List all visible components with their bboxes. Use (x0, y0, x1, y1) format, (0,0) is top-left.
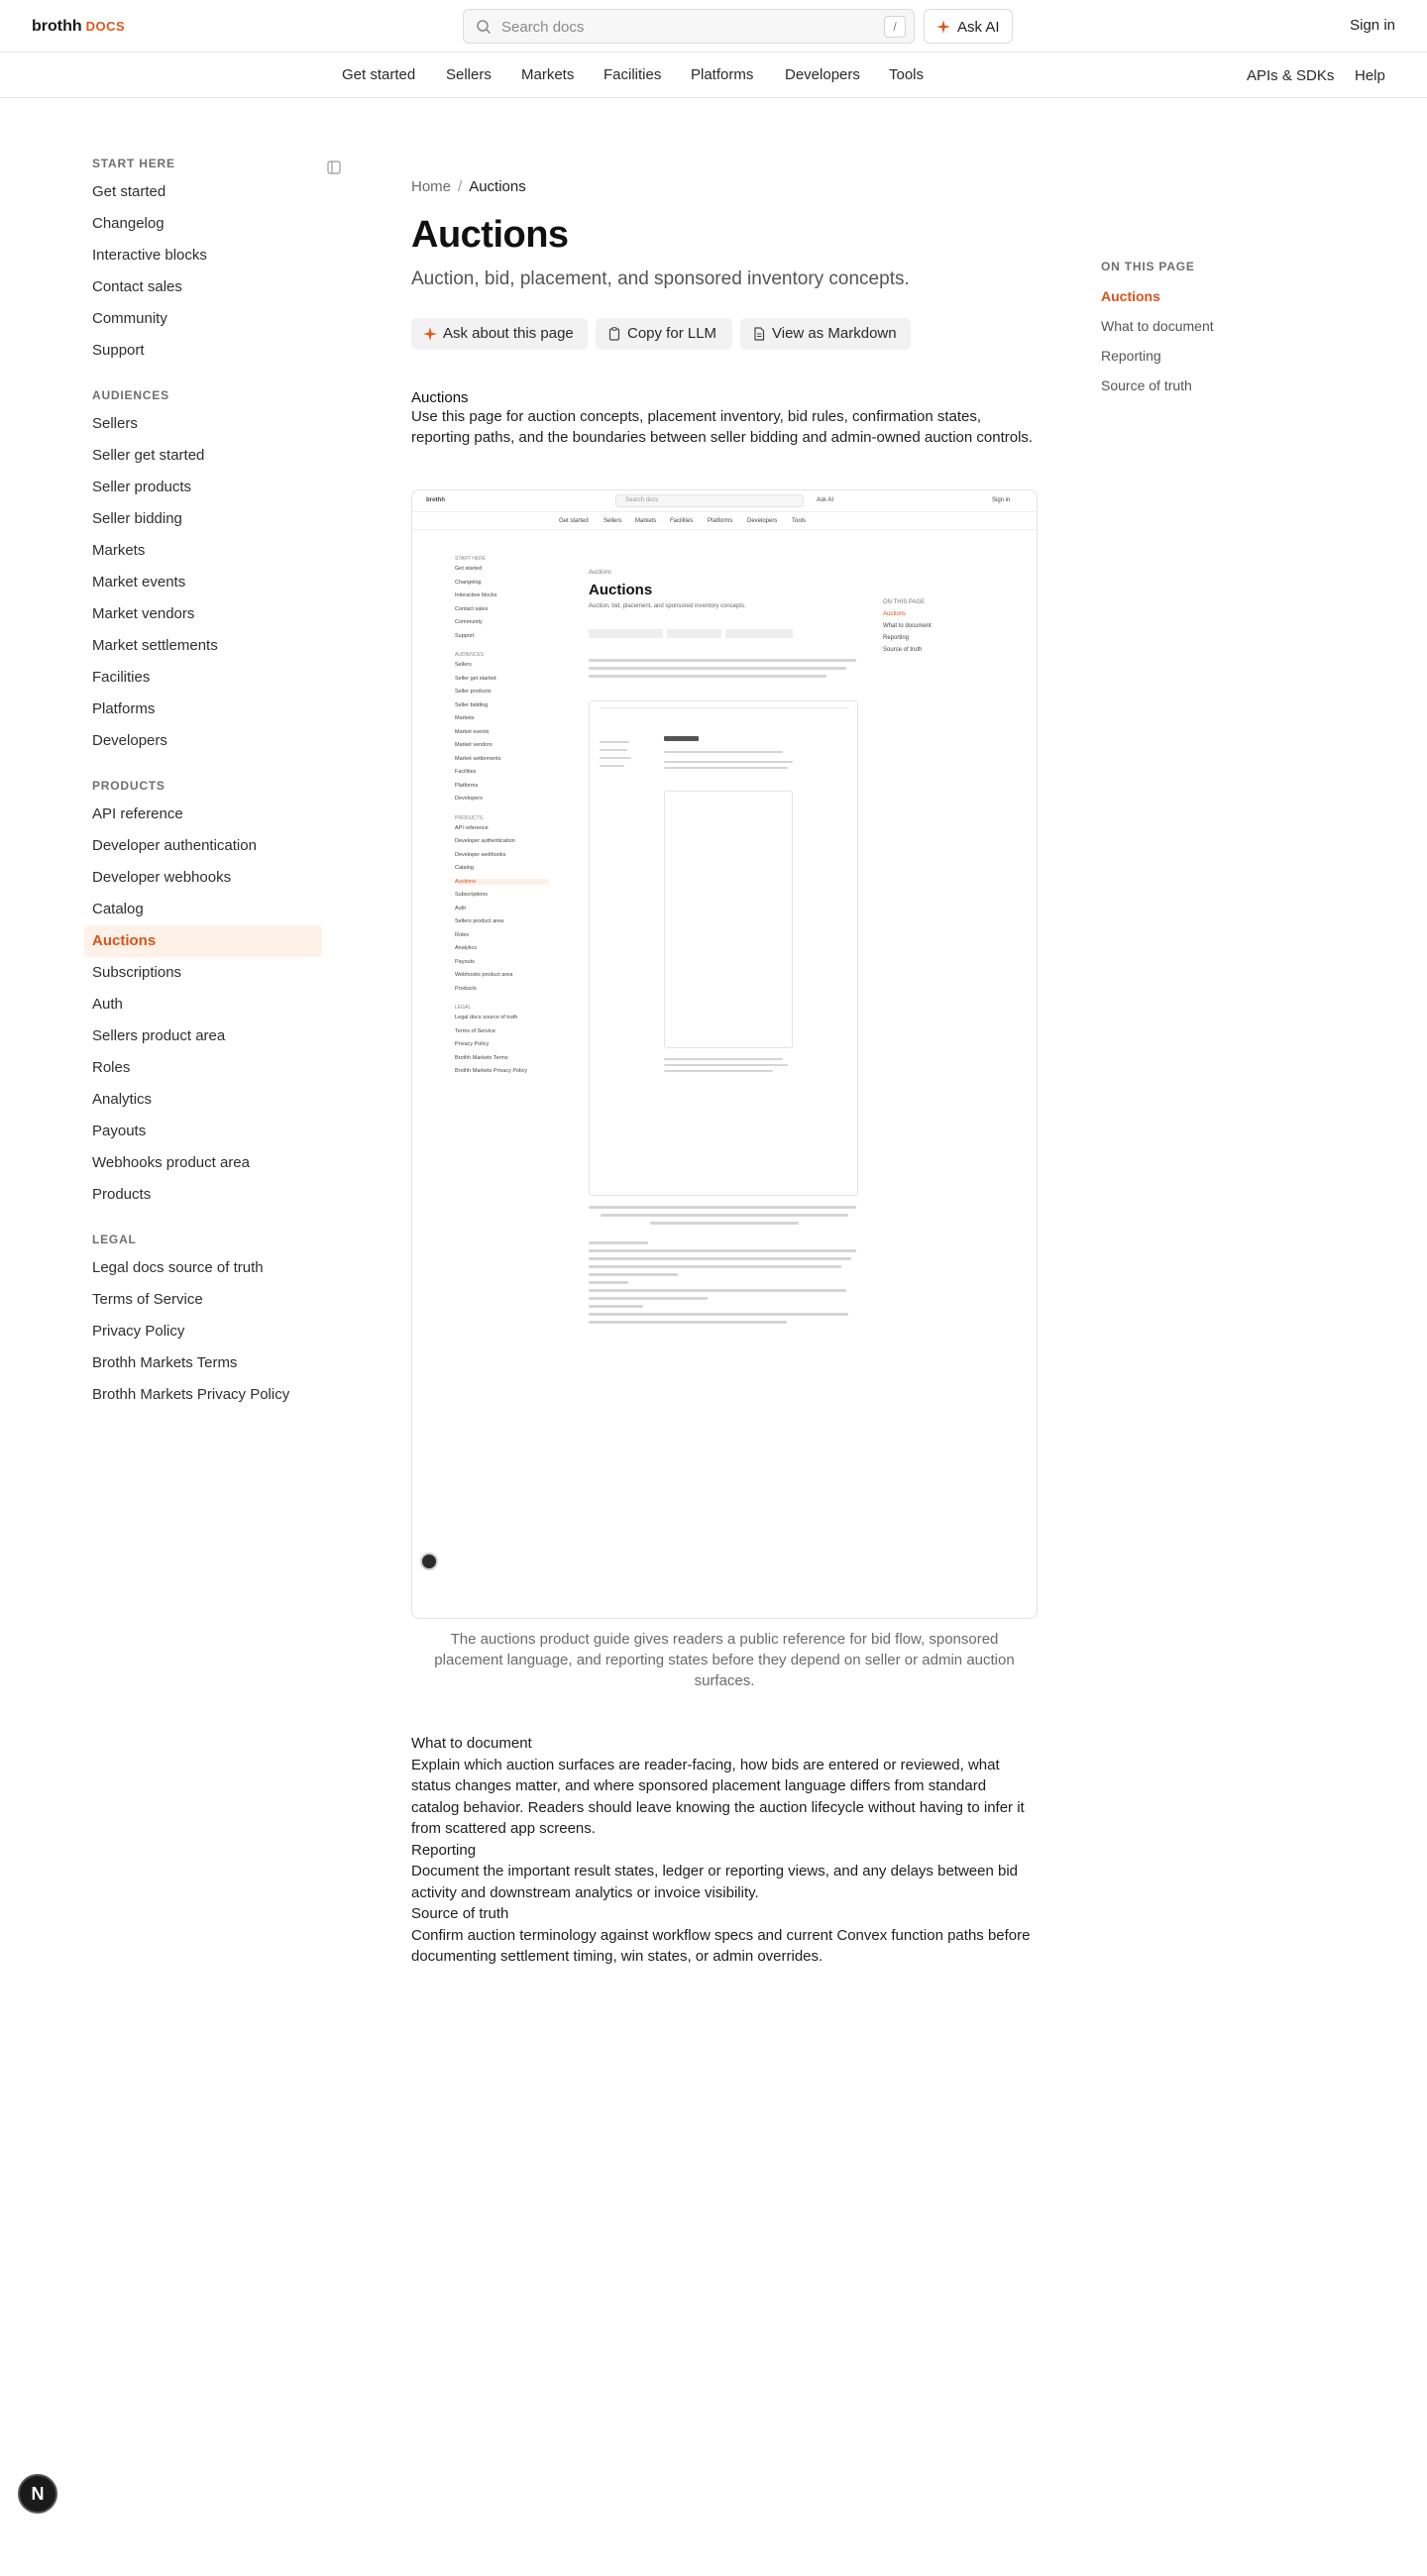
sidebar-item-auctions[interactable]: Auctions (84, 925, 322, 957)
toc-item-auctions[interactable]: Auctions (1101, 288, 1160, 304)
mini-nav (412, 512, 1037, 530)
sidebar-item-api-reference[interactable]: API reference (92, 805, 183, 822)
mini-sidebar-item: Contact sales (455, 605, 489, 612)
view-as-markdown-button[interactable] (740, 318, 911, 350)
mini-sidebar-section: START HERE (455, 556, 487, 562)
ask-ai-button[interactable] (924, 9, 1013, 44)
search-input[interactable] (463, 9, 915, 44)
sidebar-item-seller-products[interactable]: Seller products (92, 479, 192, 495)
section-heading-source-of-truth: Source of truth (411, 1905, 509, 1922)
sidebar-item-get-started[interactable]: Get started (92, 183, 166, 200)
mini-sidebar-item: Auctions (455, 879, 549, 885)
page-title: Auctions (411, 214, 569, 256)
clipboard-icon (607, 327, 621, 341)
mini-title: Auctions (589, 582, 653, 598)
mini-toc-item: Source of truth (883, 647, 923, 653)
sidebar-item-auth[interactable]: Auth (92, 996, 123, 1013)
sidebar-item-markets-terms[interactable]: Brothh Markets Terms (92, 1354, 238, 1371)
mini-nav-item: Get started (559, 518, 589, 524)
mini-sidebar-item: Seller products (455, 689, 492, 695)
mini-nav-item: Tools (792, 518, 807, 524)
mini-sidebar-item: Developers (455, 796, 483, 802)
sidebar-item-platforms[interactable]: Platforms (92, 700, 156, 717)
mini-sidebar-item: Developer authentication (455, 838, 515, 844)
mini-sidebar-item: Seller get started (455, 675, 496, 682)
sidebar-item-subscriptions[interactable]: Subscriptions (92, 964, 182, 981)
sidebar-section-title: AUDIENCES (92, 388, 169, 402)
mini-sidebar-item: Get started (455, 566, 483, 572)
mini-ask-ai: Ask AI (817, 497, 834, 503)
sidebar-item-privacy-policy[interactable]: Privacy Policy (92, 1323, 185, 1340)
mini-sidebar-item: Market vendors (455, 742, 493, 748)
sign-in-link[interactable]: Sign in (1350, 17, 1395, 34)
sidebar-section-title: LEGAL (92, 1233, 137, 1246)
primary-nav (0, 53, 1427, 98)
mini-sidebar-item: Changelog (455, 579, 482, 586)
mini-nav-item: Facilities (670, 518, 694, 524)
sidebar-item-developers[interactable]: Developers (92, 732, 167, 749)
mini-nav-item: Developers (747, 518, 778, 524)
on-this-page (1101, 260, 1299, 400)
copy-for-llm-button[interactable] (596, 318, 732, 350)
sidebar-item-support[interactable]: Support (92, 342, 145, 359)
mini-sidebar-item: Facilities (455, 769, 477, 775)
sidebar-item-webhooks-product-area[interactable]: Webhooks product area (92, 1154, 250, 1171)
breadcrumb-separator: / (458, 178, 463, 195)
mini-sidebar-item: Payouts (455, 958, 475, 965)
intro-text: Use this page for auction concepts, placement inventory, bid rules, confirmation states, reporting paths, and the boundaries between seller bidding and admin-owned auction controls. (411, 408, 1034, 446)
toc-item-reporting[interactable]: Reporting (1101, 348, 1161, 364)
nav-developers[interactable]: Developers (785, 66, 860, 83)
sidebar-item-roles[interactable]: Roles (92, 1059, 131, 1076)
mini-sidebar-item: Community (455, 619, 483, 625)
sidebar-item-products[interactable]: Products (92, 1186, 152, 1203)
mini-sidebar-item: Roles (455, 931, 470, 938)
nav-apis-sdks[interactable]: APIs & SDKs (1247, 67, 1335, 84)
mini-sidebar-item: Brothh Markets Terms (455, 1054, 508, 1061)
sidebar-item-catalog[interactable]: Catalog (92, 901, 144, 917)
sidebar-item-analytics[interactable]: Analytics (92, 1091, 153, 1108)
mini-sidebar-item: Brothh Markets Privacy Policy (455, 1068, 528, 1074)
mini-sidebar-item: Webhooks product area (455, 972, 513, 978)
nav-sellers[interactable]: Sellers (446, 66, 492, 83)
nav-tools[interactable]: Tools (889, 66, 925, 83)
sidebar-item-facilities[interactable]: Facilities (92, 669, 151, 686)
mini-sidebar-item: Seller bidding (455, 701, 489, 708)
mini-subtitle: Auction, bid, placement, and sponsored inventory concepts. (589, 603, 746, 609)
sidebar (92, 149, 322, 1411)
brand-name: brothh (32, 18, 82, 35)
mini-nav-item: Markets (635, 518, 657, 524)
mini-search: Search docs (625, 497, 659, 503)
mini-sidebar-section: LEGAL (455, 1005, 472, 1011)
mini-brand: brothh (426, 497, 445, 503)
mini-sidebar-item: Terms of Service (455, 1027, 495, 1034)
sidebar-item-payouts[interactable]: Payouts (92, 1123, 147, 1139)
sidebar-item-seller-bidding[interactable]: Seller bidding (92, 510, 182, 527)
breadcrumb (411, 178, 1038, 200)
main-content (411, 178, 1038, 1968)
mini-sidebar-item: Subscriptions (455, 892, 489, 898)
top-bar (0, 0, 1427, 53)
mini-toc-title: ON THIS PAGE (883, 599, 926, 605)
section-text-reporting: Document the important result states, ledger or reporting views, and any delays between bid activity and downstream analytics or invoice visibility. (411, 1863, 1018, 1901)
sparkle-icon (423, 327, 437, 341)
toc-item-source-of-truth[interactable]: Source of truth (1101, 377, 1192, 393)
mini-sidebar-section: AUDIENCES (455, 652, 485, 658)
mini-fab (420, 1553, 438, 1570)
mini-sidebar-item: Products (455, 985, 477, 992)
sidebar-item-sellers[interactable]: Sellers (92, 415, 138, 432)
page-actions (411, 318, 1038, 350)
section-text-source-of-truth: Confirm auction terminology against workflow specs and current Convex function paths before documenting settlement timing, win states, or admin overrides. (411, 1926, 1031, 1965)
sidebar-item-terms-of-service[interactable]: Terms of Service (92, 1291, 203, 1308)
mini-sidebar-item: Developer webhooks (455, 851, 506, 858)
mini-toc-item: Auctions (883, 611, 907, 617)
sidebar-item-developer-authentication[interactable]: Developer authentication (92, 837, 257, 854)
sidebar-item-changelog[interactable]: Changelog (92, 215, 165, 232)
ask-ai-label: Ask AI (957, 19, 1000, 36)
page-subtitle: Auction, bid, placement, and sponsored inventory concepts. (411, 268, 910, 289)
mini-sidebar-section: PRODUCTS (455, 814, 484, 821)
mini-sidebar-item: Catalog (455, 865, 474, 871)
mini-sidebar-item: Auth (455, 905, 467, 912)
mini-nested-screenshot (589, 700, 858, 1196)
search-icon (476, 19, 492, 35)
toc-title: ON THIS PAGE (1101, 260, 1195, 273)
nav-get-started[interactable]: Get started (342, 66, 416, 83)
sidebar-item-developer-webhooks[interactable]: Developer webhooks (92, 869, 232, 886)
mini-sidebar-item: Legal docs source of truth (455, 1015, 518, 1020)
nav-facilities[interactable]: Facilities (604, 66, 662, 83)
view-as-markdown-label: View as Markdown (772, 325, 897, 342)
sidebar-item-legal-docs[interactable]: Legal docs source of truth (92, 1259, 264, 1276)
mini-sign-in: Sign in (992, 497, 1011, 503)
screenshot-caption: The auctions product guide gives readers a public reference for bid flow, sponsored placement language, and reporting states before they depend on seller or admin auction surfaces. (434, 1631, 1015, 1689)
nav-markets[interactable]: Markets (521, 66, 575, 83)
mini-breadcrumb: Auctions (589, 570, 612, 576)
mini-toc-item: Reporting (883, 635, 910, 641)
mini-sidebar-item: Analytics (455, 945, 478, 951)
sidebar-item-sellers-product-area[interactable]: Sellers product area (92, 1027, 226, 1044)
search-placeholder: Search docs (501, 19, 585, 36)
document-icon (752, 327, 766, 341)
nav-platforms[interactable]: Platforms (691, 66, 754, 83)
mini-sidebar-item: Sellers product area (455, 918, 504, 924)
section-heading-reporting: Reporting (411, 1841, 477, 1859)
sidebar-item-markets[interactable]: Markets (92, 542, 146, 559)
section-heading-what-to-document: What to document (411, 1735, 532, 1752)
toc-item-what-to-document[interactable]: What to document (1101, 318, 1214, 334)
mini-nav-item: Sellers (604, 518, 622, 524)
sidebar-section-title: PRODUCTS (92, 779, 165, 793)
mini-sidebar-item: Sellers (455, 662, 472, 668)
sidebar-item-market-events[interactable]: Market events (92, 574, 186, 590)
mini-sidebar-item: Platforms (455, 782, 479, 789)
sidebar-item-community[interactable]: Community (92, 310, 167, 327)
copy-for-llm-label: Copy for LLM (627, 325, 717, 342)
intro-heading: Auctions (411, 389, 469, 406)
sidebar-item-interactive-blocks[interactable]: Interactive blocks (92, 247, 207, 264)
mini-sidebar-item: Markets (455, 715, 475, 721)
mini-sidebar-item: Market settlements (455, 755, 501, 762)
section-text-what-to-document: Explain which auction surfaces are reader-facing, how bids are entered or reviewed, what status changes matter, and where sponsored placement language differs from standard catalog behavior. Readers should leave knowing the auction lifecycle without having to infer it from scattered app screens. (411, 1756, 1025, 1837)
nav-help[interactable]: Help (1355, 67, 1385, 84)
mini-sidebar-item: Market events (455, 728, 490, 735)
sidebar-item-market-vendors[interactable]: Market vendors (92, 605, 195, 622)
ask-about-page-label: Ask about this page (443, 325, 574, 342)
mini-sidebar-item: Support (455, 632, 475, 639)
dev-tools-button[interactable]: N (18, 2474, 57, 2514)
article-sections (411, 1733, 1038, 1968)
sidebar-item-seller-get-started[interactable]: Seller get started (92, 447, 205, 464)
sidebar-item-contact-sales[interactable]: Contact sales (92, 278, 182, 295)
mini-toc-item: What to document (883, 623, 932, 629)
collapse-sidebar-icon[interactable] (327, 161, 341, 174)
sidebar-item-market-settlements[interactable]: Market settlements (92, 637, 218, 654)
search-shortcut: / (884, 16, 906, 38)
brand-logo[interactable] (32, 18, 125, 36)
product-screenshot (411, 489, 1038, 1619)
mini-topbar (412, 490, 1037, 512)
mini-nav-item: Platforms (708, 518, 733, 524)
ask-about-page-button[interactable] (411, 318, 588, 350)
sidebar-section-title: START HERE (92, 157, 175, 170)
mini-sidebar-item: Privacy Policy (455, 1041, 490, 1047)
breadcrumb-home[interactable]: Home (411, 178, 452, 195)
mini-sidebar-item: API reference (455, 824, 489, 831)
sidebar-item-markets-privacy-policy[interactable]: Brothh Markets Privacy Policy (92, 1386, 290, 1403)
brand-docs-label: DOCS (85, 19, 126, 34)
breadcrumb-current: Auctions (469, 178, 526, 195)
sparkle-icon (936, 20, 950, 34)
mini-sidebar-item: Interactive blocks (455, 592, 497, 598)
